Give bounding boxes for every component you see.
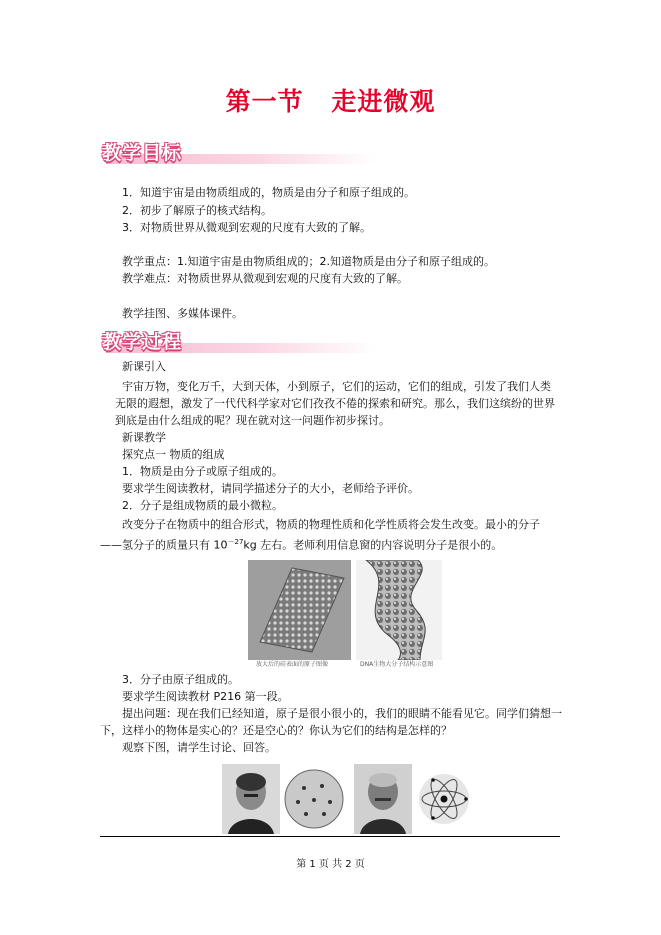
goal-item: 3．对物质世界从微观到宏观的尺度有大致的了解。 bbox=[122, 221, 371, 234]
goal-item: 1．知道宇宙是由物质组成的，物质是由分子和原子组成的。 bbox=[122, 186, 415, 199]
point-1: 1．物质是由分子或原子组成的。 bbox=[122, 465, 283, 478]
goal-item: 2．初步了解原子的核式结构。 bbox=[122, 204, 272, 217]
point-3: 3．分子由原子组成的。 bbox=[122, 673, 239, 686]
figure-caption: 放大后的硅表面的原子图像 bbox=[256, 661, 329, 668]
text-span: kg 左右。老师利用信息窗的内容说明分子是很小的。 bbox=[243, 538, 503, 552]
materials: 教学挂图、多媒体课件。 bbox=[122, 307, 243, 320]
section-banner-goals bbox=[100, 140, 376, 166]
section-heading: 教学过程 bbox=[102, 331, 183, 353]
page-footer: 第 1 页 共 2 页 bbox=[296, 859, 365, 870]
section-banner-process bbox=[100, 329, 376, 355]
key-point: 教学重点：1.知道宇宙是由物质组成的；2.知道物质是由分子和原子组成的。 bbox=[122, 255, 495, 268]
question-text: 提出问题：现在我们已经知道，原子是很小很小的，我们的眼睛不能看见它。同学们猜想一 bbox=[122, 707, 562, 720]
new-lesson-heading: 新课教学 bbox=[122, 431, 166, 444]
figure-atom-models bbox=[222, 764, 470, 834]
page-title: 第一节 走进微观 bbox=[225, 87, 436, 116]
exponent: －27 bbox=[227, 538, 244, 546]
point-3-note: 要求学生阅读教材 P216 第一段。 bbox=[122, 690, 289, 703]
difficulty: 教学难点：对物质世界从微观到宏观的尺度有大致的了解。 bbox=[122, 272, 408, 285]
footer-divider bbox=[100, 836, 560, 837]
molecule-images bbox=[248, 560, 442, 660]
section-heading: 教学目标 bbox=[102, 142, 183, 164]
intro-heading: 新课引入 bbox=[122, 360, 166, 373]
point-1-note: 要求学生阅读教材，请同学描述分子的大小，老师给予评价。 bbox=[122, 482, 419, 495]
observe-instruction: 观察下图，请学生讨论、回答。 bbox=[122, 741, 276, 754]
question-text-cont: 下，这样小的物体是实心的？还是空心的？你认为它们的结构是怎样的？ bbox=[100, 724, 452, 737]
text-span: ——氢分子的质量只有 10 bbox=[100, 538, 228, 552]
figure-molecules bbox=[248, 560, 442, 668]
point-2: 2．分子是组成物质的最小微粒。 bbox=[122, 499, 283, 512]
atom-model-images bbox=[222, 764, 470, 834]
point-2-text: 改变分子在物质中的组合形式，物质的物理性质和化学性质将会发生改变。最小的分子 bbox=[122, 518, 540, 531]
figure-caption: DNA生物大分子结构示意图 bbox=[360, 661, 434, 668]
point-2-text-cont bbox=[100, 535, 502, 553]
topic-heading: 探究点一 物质的组成 bbox=[122, 448, 225, 461]
intro-text: 宇宙万物，变化万千，大到天体，小到原子，它们的运动，它们的组成，引发了我们人类无限的遐想，激发了一代代科学家对它们孜孜不倦的探索和研究。那么，我们这缤纷的世界到底是由什么组成的呢？现在就对这一问题作初步探讨。 bbox=[115, 380, 555, 427]
